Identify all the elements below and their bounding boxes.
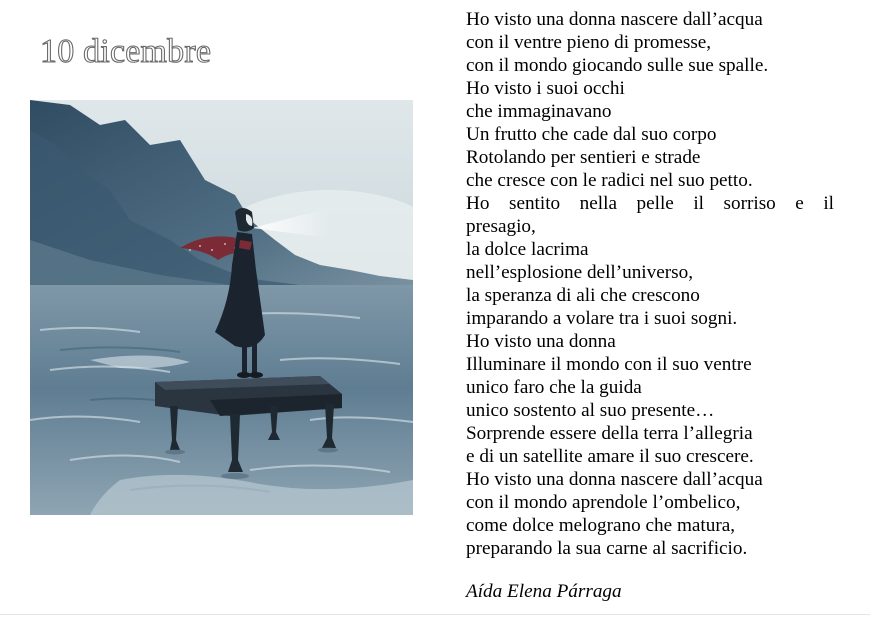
poem-line: con il mondo giocando sulle sue spalle.: [466, 55, 769, 76]
poem-line: unico faro che la guida: [466, 377, 642, 398]
poem-line: Ho visto una donna: [466, 331, 616, 352]
poem-line: che cresce con le radici nel suo petto.: [466, 170, 753, 191]
poem-line: Ho sentito nella pelle il sorriso e il: [466, 193, 834, 214]
poem-line: Rotolando per sentieri e strade: [466, 147, 701, 168]
poem-line: nell’esplosione dell’universo,: [466, 262, 693, 283]
poem-line: come dolce melograno che matura,: [466, 515, 736, 536]
illustration-woman-on-piano: [30, 100, 413, 515]
poem-line: la speranza di ali che crescono: [466, 285, 700, 306]
poem-line: Sorprende essere della terra l’allegria: [466, 423, 753, 444]
poem-line: con il ventre pieno di promesse,: [466, 32, 712, 53]
page-bottom-divider: [0, 614, 870, 615]
poem-line: Illuminare il mondo con il suo ventre: [466, 354, 752, 375]
poem-author: Aída Elena Párraga: [466, 581, 622, 602]
poem-line: la dolce lacrima: [466, 239, 589, 260]
poem-line: che immaginavano: [466, 101, 612, 122]
poem-line: preparando la sua carne al sacrificio.: [466, 538, 748, 559]
poem-line: Ho visto una donna nascere dall’acqua: [466, 9, 763, 30]
page-title: 10 dicembre: [40, 33, 212, 70]
poem-line: e di un satellite amare il suo crescere.: [466, 446, 754, 467]
poem-line: con il mondo aprendole l’ombelico,: [466, 492, 741, 513]
poem-line: Ho visto i suoi occhi: [466, 78, 625, 99]
poem-text: [466, 8, 834, 560]
poem-line: unico sostento al suo presente…: [466, 400, 715, 421]
poem-line: imparando a volare tra i suoi sogni.: [466, 308, 738, 329]
poem-line: Un frutto che cade dal suo corpo: [466, 124, 717, 145]
poem-line: presagio,: [466, 216, 536, 237]
poem-line: Ho visto una donna nascere dall’acqua: [466, 469, 763, 490]
